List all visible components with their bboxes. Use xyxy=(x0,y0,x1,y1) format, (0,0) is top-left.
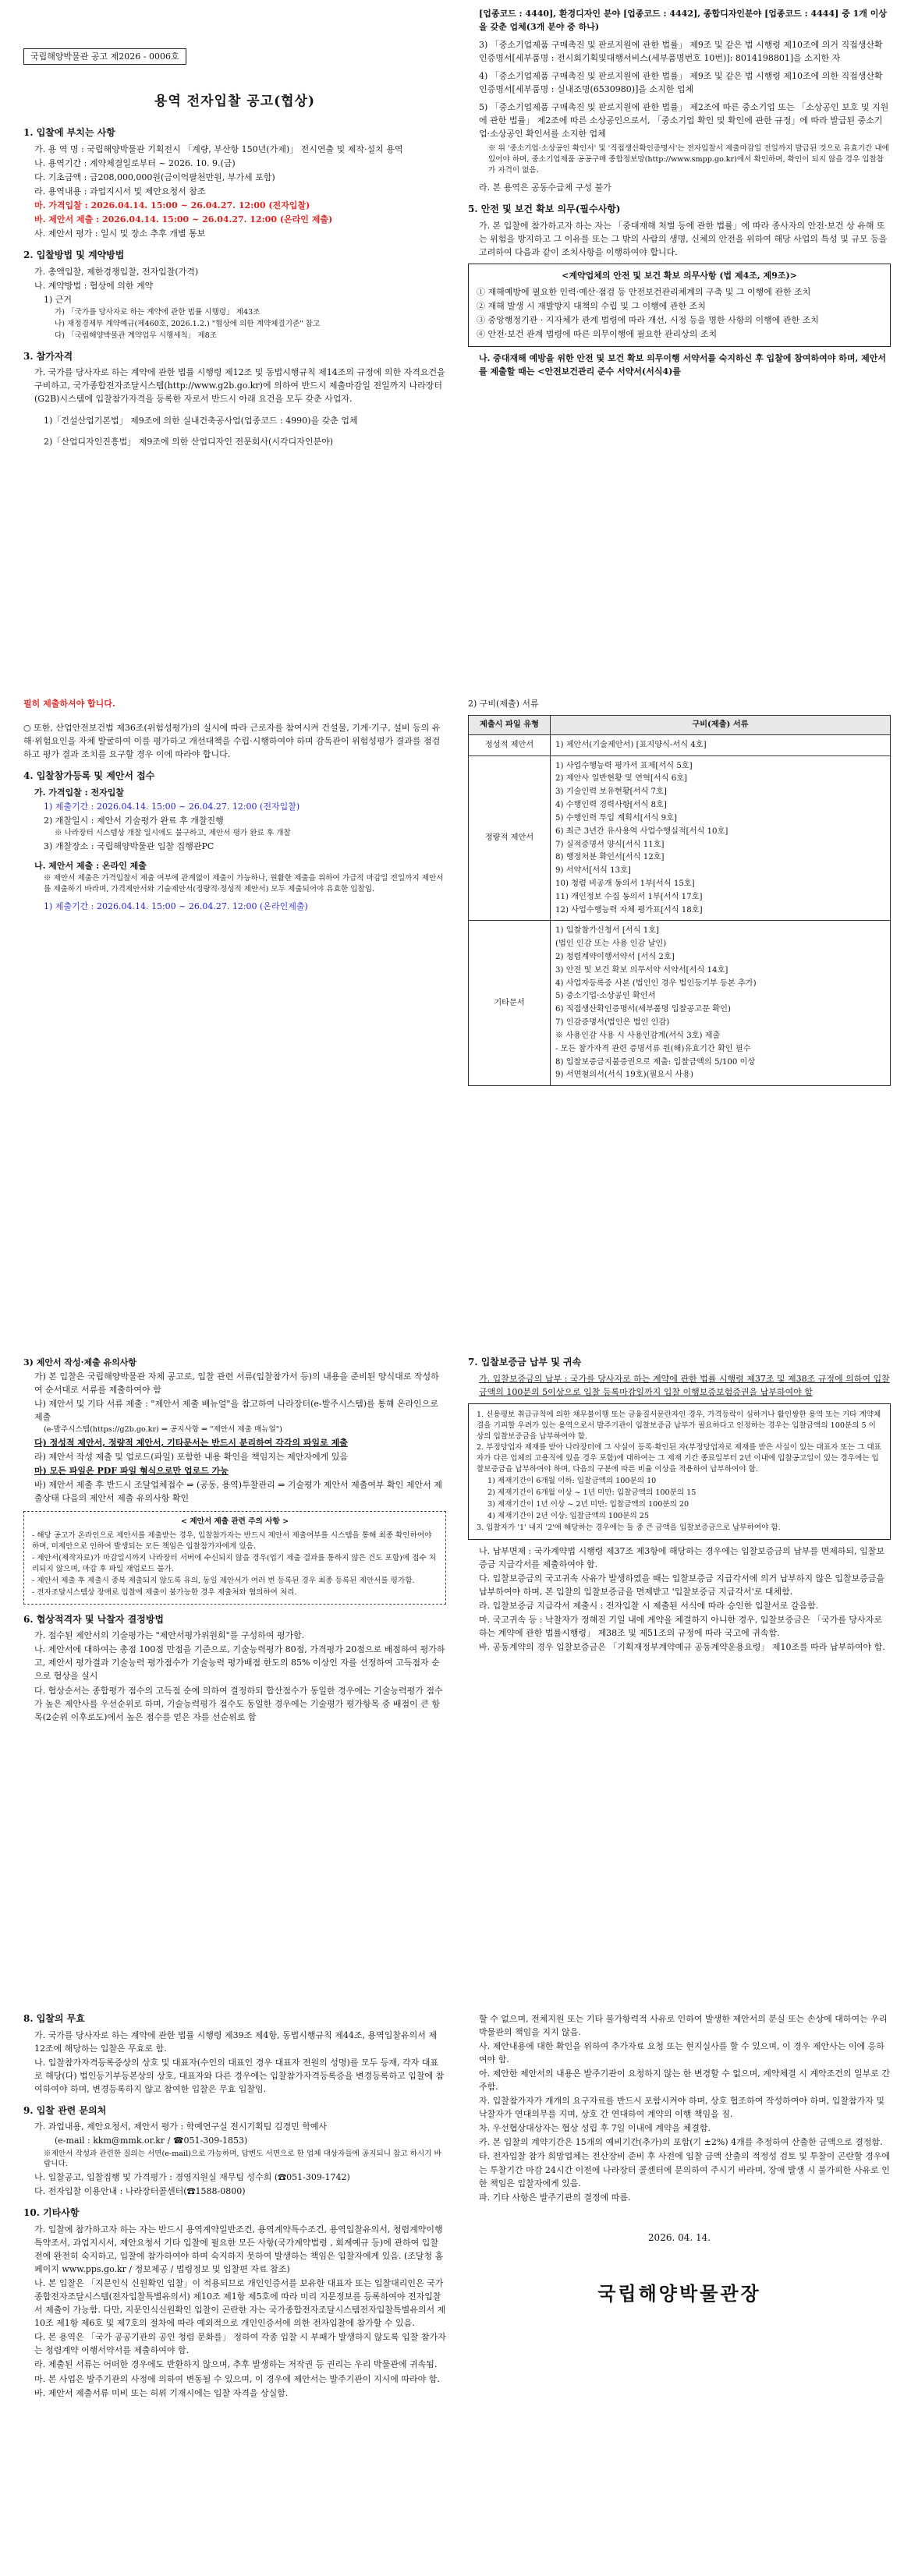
documents-heading: 2) 구비(제출) 서류 xyxy=(468,699,539,709)
safety-obligations-box xyxy=(468,264,891,347)
doc-item: 3) 기술인력 보유현황[서식 7호] xyxy=(555,787,667,797)
doc-item: 8) 입찰보증금지불증권으로 제출: 입찰금액의 5/100 이상 xyxy=(555,1057,756,1067)
section-8-title: 8. 입찰의 무효 xyxy=(23,2013,85,2024)
doc-item: 1) 입찰참가신청서 [서식 1호] xyxy=(555,926,660,936)
s1-item: 가. 용 역 명 : 국립해양박물관 기획전시 「계량, 부산항 150년(가제)」 전시연출 및 제작·설치 용역 xyxy=(34,143,403,154)
s1-item: 나. 용역기간 : 계약체결일로부터 ~ 2026. 10. 9.(금) xyxy=(34,158,236,169)
s10-item: 차. 우선협상대상자는 협상 성립 후 7일 이내에 계약을 체결함. xyxy=(479,2123,711,2134)
s2-item: 1) 근거 xyxy=(44,295,73,305)
box-item: ④ 안전·보건 관계 법령에 따른 의무이행에 필요한 관리상의 조치 xyxy=(477,329,718,340)
qual-item: 5) 「중소기업제품 구매촉진 및 판로지원에 관한 법률」 제2조에 따른 중소기업 또는 「소상공인 보호 및 지원에 관한 법률」 제2조에 따른 소상공인으로서, 「중소기업 확인 및 확인에 관한 규정」에 따라 발급된 중소기업·소상공인 확인서를 소지한 업체 xyxy=(479,102,889,140)
table-header: 구비(제출) 서류 xyxy=(551,716,891,735)
s2-item: 다) 「국립해양박물관 계약업무 시행세칙」 제8조 xyxy=(55,331,218,340)
section-1-title: 1. 입찰에 부치는 사항 xyxy=(23,127,115,139)
box-item: 2) 제재기간이 6개월 이상 ~ 1년 미만: 입찰금액의 100분의 15 xyxy=(487,1488,697,1498)
doc-item: 4) 수행인력 경력사항[서식 8호] xyxy=(555,801,667,810)
doc-item: ※ 사용인감 사용 시 사용인감계(서식 3호) 제출 xyxy=(555,1031,721,1040)
submission-notes-heading: 3) 제안서 작성·제출 유의사항 xyxy=(23,1357,137,1368)
s4-subtitle: 나. 제안서 제출 : 온라인 제출 xyxy=(34,860,147,871)
box-item: - 제안서 제출 후 제출시 중복 제출되지 않도록 유의, 동일 제안서가 여러 번 등록된 경우 최종 등록된 제안서를 평가함. xyxy=(32,1576,415,1585)
s3-item: 2)「산업디자인진흥법」 제9조에 의한 산업디자인 전문회사(시각디자인분야) xyxy=(44,436,334,447)
submission-note: 라) 제안서 작성 제출 및 업로드(파일) 포함한 내용 확인을 책임지는 제안자에게 있음 xyxy=(34,1452,348,1463)
table-cell-items xyxy=(551,755,891,921)
submission-note: 가) 본 입찰은 국립해양박물관 자체 공고로, 입찰 관련 서류(입찰참가서 등)의 내용을 준비된 양식대로 작성하여 순서대로 서류를 제출하여야 함 xyxy=(34,1371,439,1396)
s10-item: 카. 본 입찰의 계약기간은 15개의 예비기간(추가)의 포함(기 ±2%) 4개를 추정하여 산출한 금액으로 결정함. xyxy=(479,2137,883,2148)
s10-item: 가. 입찰에 참가하고자 하는 자는 반드시 용역계약일반조건, 용역계약특수조건, 용역입찰유의서, 청렴계약이행특약조서, 과업지시서, 제안요청서 기타 입찰에 필요한 모든 사항(국가계약법령 , 회계예규 등)에 관하여 입찰 전에 완전히 숙지하고, 입찰에 참가하여야 하며 숙지하지 못하여 발생하는 책임은 입찰자에게 있음. (조달청 홈페이지 www.pps.go.kr / 정보제공 / 법령정보 및 입찰편 자료 참조) xyxy=(34,2224,444,2275)
box-title: <계약업체의 안전 및 보건 확보 의무사항 (법 제4조, 제9조)> xyxy=(562,270,797,281)
s10-item: 타. 전자입찰 참가 희망업체는 전산장비 준비 후 사전에 입찰 금액 산출의 적정성 검토 및 투찰이 곤란할 경우에는 투찰기간 마감 24시간 이전에 나라장터 콜센터에 문의하여 주시기 바라며, 장애 발생 시 불가피한 사유로 인한 책임은 입찰자에게 있음. xyxy=(479,2151,890,2189)
table-row xyxy=(469,921,891,1086)
s4-subtitle: 가. 가격입찰 : 전자입찰 xyxy=(34,787,125,798)
table-cell-items xyxy=(551,734,891,755)
box-item: 2. 부정당업자 제재를 받아 나라장터에 그 사실이 등록·확인된 자(부정당업자로 제재를 받은 사실이 있는 대표자 또는 그 대표자가 다른 업체의 고용직에 있을 경우 포함)에 대하여는 그 제재 기간 종료일부터 2년 이내에 입찰공고일이 있는 경우에는 입찰보증금을 납부하여야 하며, 다음의 구분에 따른 비율 이상을 적용하여 납부하여야 함. xyxy=(477,1443,881,1474)
s10-item: 할 수 없으며, 전체지원 또는 기타 불가항력적 사유로 인하여 발생한 제안서의 분실 또는 손상에 대하여는 우리 박물관의 책임을 지지 않음. xyxy=(479,2014,888,2038)
table-cell-category: 정량적 제안서 xyxy=(469,755,551,921)
section-3-title: 3. 참가자격 xyxy=(23,350,73,362)
s9-item: ※제안서 작성과 관련한 질의는 서면(e-mail)으로 가능하며, 답변도 서면으로 한 업체 대상자들에 공지되니 참고 하시기 바랍니다. xyxy=(44,2149,441,2169)
s5-paragraph: 나. 중대재해 예방을 위한 안전 및 보건 확보 의무이행 서약서를 숙지하신 후 입찰에 참여하여야 하며, 제안서를 제출할 때는 <안전보건관리 준수 서약서(서식4)를 xyxy=(479,353,887,377)
box-title: < 제안서 제출 관련 주의 사항 > xyxy=(180,1517,289,1527)
doc-item: 1) 제안서(기술제안서) [표지양식-서식 4호] xyxy=(555,740,707,749)
s2-item: 나. 계약방법 : 협상에 의한 계약 xyxy=(34,280,154,291)
s7-item: 나. 납부면제 : 국가계약법 시행령 제37조 제3항에 해당하는 경우에는 입찰보증금의 납부를 면제하되, 입찰보증금 지급각서를 제출하여야 함. xyxy=(479,1545,884,1569)
s2-item: 가. 총액입찰, 제한경쟁입찰, 전자입찰(가격) xyxy=(34,266,199,277)
s4-note: ※ 제안서 제출은 가격입찰서 제출 여부에 관계없이 제출이 가능하나, 원활한 제출을 위하여 가급적 마감일 전일까지 제안서를 제출하기 바라며, 가격제안서와 기술제안서(정량적·정성적 제안서) 모두 제출되어야 유효한 입찰임. xyxy=(44,873,444,893)
page2-right xyxy=(468,696,891,1304)
s6-item: 나. 제안서에 대하여는 총점 100점 만점을 기준으로, 기술능력평가 80점, 가격평가 20점으로 배점하여 평가하고, 제안서 평가결과 기술능력 평가점수가 기술능력 평가배점 한도의 85% 이상인 자를 선정하여 고득점자 순으로 협상을 실시 xyxy=(34,1644,445,1682)
s2-item: 가) 「국가를 당사자로 하는 계약에 관한 법률 시행령」 제43조 xyxy=(55,308,261,317)
box-item: 3) 제재기간이 1년 이상 ~ 2년 미만: 입찰금액의 100분의 20 xyxy=(487,1499,689,1509)
s3-item: 1)「건설산업기본법」 제9조에 의한 실내건축공사업(업종코드 : 4990)을 갖춘 업체 xyxy=(44,415,358,426)
price-bid-period: 마. 가격입찰 : 2026.04.14. 15:00 ~ 26.04.27. 12:00 (전자입찰) xyxy=(34,200,310,211)
page3-left xyxy=(23,1355,446,1948)
s5-paragraph: 가. 본 입찰에 참가하고자 하는 자는 「중대재해 처벌 등에 관한 법률」에 따라 종사자의 안전·보건 상 유해 또는 위험을 방지하고 그 이유를 또는 그 밖의 사람의 생명, 신체의 안전을 위하여 해당 사업의 특성 및 규모 등을 고려하여 다음과 같이 조치사항을 이행하여야 합니다. xyxy=(479,220,888,257)
doc-item: 6) 최근 3년간 유사용역 사업수행실적[서식 10호] xyxy=(555,826,728,836)
page4-right xyxy=(468,2012,891,2569)
doc-item: 1) 사업수행능력 평가서 표제[서식 5호] xyxy=(555,761,693,770)
doc-item: 2) 제안사 일반현황 및 연혁[서식 6호] xyxy=(555,774,688,784)
box-item: ③ 중앙행정기관 · 지자체가 관계 법령에 따라 개선, 시정 등을 명한 사항의 이행에 관한 조치 xyxy=(477,315,819,326)
s9-item: 나. 입찰공고, 입찰집행 및 가격평가 : 경영지원실 재무팀 성수희 (☎051-309-1742) xyxy=(34,2172,350,2183)
s8-item: 가. 국가를 당사자로 하는 계약에 관한 법률 시행령 제39조 제4항, 동법시행규칙 제44조, 용역입찰유의서 제12조에 해당하는 입찰은 무효로 함. xyxy=(34,2029,437,2054)
document-number: 국립해양박물관 공고 제2026 - 0006호 xyxy=(23,48,186,65)
section-5-title: 5. 안전 및 보건 확보 의무(필수사항) xyxy=(468,203,621,215)
s5-continued: 필히 제출하셔야 합니다. xyxy=(23,699,115,709)
section-7-title: 7. 입찰보증금 납부 및 귀속 xyxy=(468,1357,582,1368)
s10-item: 라. 제출된 서류는 어떠한 경우에도 반환하지 않으며, 추후 발생하는 저작권 등 권리는 우리 박물관에 귀속됨. xyxy=(34,2359,438,2370)
deposit-rules-box xyxy=(468,1403,891,1540)
doc-item: - 모든 참가자격 관련 증명서류 원(해)유효기간 확인 필수 xyxy=(555,1044,751,1053)
s10-item: 나. 본 입찰은 「지문인식 신원확인 입찰」이 적용되므로 개인인증서를 보유한 대표자 또는 입찰대리인은 국가종합전자조달시스템(전자입찰특별유의서) 제10조 제1항 제5호에 따라 미리 지문정보를 등록하여야 전자입찰서 제출이 가능함. 다만, 지문인식신원확인 입찰이 곤란한 자는 국가종합전자조달시스템전자입찰특별유의서 제10조 제1항 제6호 및 제7호의 절차에 따라 예외적으로 개인인증서에 의한 전자입찰에 참가할 수 있음. xyxy=(34,2278,446,2329)
doc-item: 9) 서약서[서식 13호] xyxy=(555,866,631,876)
box-item: ② 재해 발생 시 재발방지 대책의 수립 및 그 이행에 관한 조치 xyxy=(477,301,706,312)
submission-note: 바) 제안서 제출 후 반드시 조달업체접수 ⇒ (공동, 용역)투찰관리 ⇒ 기술평가 제안서 제출여부 확인 제안서 제출상태 다음의 제안서 제출 유의사항 확인 xyxy=(34,1480,442,1504)
table-cell-category: 기타문서 xyxy=(469,921,551,1086)
s6-item: 다. 협상순서는 종합평가 점수의 고득점 순에 의하여 결정하되 합산점수가 동일한 경우에는 기술능력평가 점수가 높은 제안사를 우선순위로 하며, 기술능력평가 점수도 동일한 경우에는 기술평가 평가항목 중 배점이 큰 항목(2순위 이후로도)에서 높은 점수를 얻은 자를 선순위로 함 xyxy=(34,1685,443,1722)
s10-item: 마. 본 사업은 발주기관의 사정에 의하여 변동될 수 있으며, 이 경우에 제안서는 발주기관이 지시에 따라야 함. xyxy=(34,2373,440,2384)
doc-item: 7) 실적증명서 양식[서식 11호] xyxy=(555,840,665,849)
s9-item: 다. 전자입찰 이용안내 : 나라장터콜센터(☎1588-0800) xyxy=(34,2186,246,2197)
s7-item: 라. 입찰보증금 지급각서 제출시 : 전자입찰 시 제출된 서식에 따라 승인한 입찰서로 갈음함. xyxy=(479,1600,819,1611)
s7-item: 바. 공동계약의 경우 입찰보증금은 「기획재정부계약예규 공동계약운용요령」 제10조를 따라 납부하여야 함. xyxy=(479,1641,885,1652)
s6-item: 가. 접수된 제안서의 기술평가는 "제안서평가위원회"를 구성하여 평가함. xyxy=(34,1630,305,1641)
required-documents-table xyxy=(468,715,891,1086)
box-item: 1) 제재기간이 6개월 이하: 입찰금액의 100분의 10 xyxy=(487,1477,657,1486)
s10-item: 사. 제안내용에 대한 확인을 위하여 추가자료 요청 또는 현지실사를 할 수 있으며, 이 경우 제안사는 이에 응하여야 함. xyxy=(479,2041,884,2065)
doc-item: 5) 수행인력 투입 계획서[서식 9호] xyxy=(555,813,677,823)
section-10-title: 10. 기타사항 xyxy=(23,2207,80,2219)
qual-item: 4) 「중소기업제품 구매촉진 및 판로지원에 관한 법률」 제9조 및 같은 법 시행령 제10조에 의한 직접생산확인증명서[세부품명 : 실내조명(6530980)]을 소지한 업체 xyxy=(479,71,883,95)
table-row xyxy=(469,734,891,755)
issuing-organization: 국립해양박물관장 xyxy=(597,2282,761,2305)
submission-note: 마) 모든 파일은 PDF 파일 형식으로만 업로드 가능 xyxy=(34,1466,229,1477)
proposal-submit-period: 바. 제안서 제출 : 2026.04.14. 15:00 ~ 26.04.27. 12:00 (온라인 제출) xyxy=(34,214,333,225)
risk-assessment-paragraph: ○ 또한, 산업안전보건법 제36조(위험성평가)의 실시에 따라 근로자를 참여시켜 건설물, 기계·기구, 설비 등의 유해·위험요인을 자체 발굴하여 이를 평가하고 개선대책을 수립·시행하여야 하며 감독관이 위험성평가 결과를 점검하고 평가 결과 조치를 요구할 경우 이에 따라야 합니다. xyxy=(23,723,441,760)
s10-item: 파. 기타 사항은 발주기관의 결정에 따름. xyxy=(479,2192,631,2203)
box-item: - 제안서(제작자료)가 마감일시까지 나라장터 서버에 수신되지 않을 경우(업기 제출 결과를 통하지 않은 건도 포함)에 접수 처리되지 않으며, 마감 후 파일 재업로드 불가. xyxy=(32,1554,437,1573)
s9-item: (e-mail : kkm@mmk.or.kr / ☎051-309-1853) xyxy=(55,2135,248,2146)
s10-item: 바. 제안서 제출서류 미비 또는 허위 기재시에는 입찰 자격을 상실함. xyxy=(34,2387,289,2398)
submission-caution-box xyxy=(23,1511,446,1604)
box-item: 4) 제재기간이 2년 이상: 입찰금액의 100분의 25 xyxy=(487,1511,650,1520)
s1-item: 라. 용역내용 : 과업지시서 및 제안요청서 참조 xyxy=(34,186,206,197)
doc-item: 5) 중소기업·소상공인 확인서 xyxy=(555,992,656,1001)
s10-item: 다. 본 용역은 「국가 공공기관의 공인 청렴 문화를」 정하여 각종 입찰 시 부패가 발생하지 않도록 입찰 참가자는 청렴계약 이행서약서를 제출하여야 함. xyxy=(34,2332,446,2356)
s4-item: ※ 나라장터 시스템상 개찰 일시에도 불구하고, 제안서 평가 완료 후 개찰 xyxy=(55,828,291,837)
page3-right xyxy=(468,1355,891,1948)
s10-item: 아. 제안한 제안서의 내용은 발주기관이 요청하지 않는 한 변경할 수 없으며, 계약체결 시 계약조건의 일부로 간주함. xyxy=(479,2068,890,2093)
table-cell-items xyxy=(551,921,891,1086)
s8-item: 나. 입찰참가자격등록증상의 상호 및 대표자(수인의 대표인 경우 대표자 전원의 성명)를 모두 등재, 각자 대표로 해당(다) 법인등기부등본상의 상호, 대표자와 다른 경우에는 입찰참가자격등록증을 변경등록하고 입찰에 참여하여야 하며, 변경등록하지 않고 참여한 입찰은 무효 입찰임. xyxy=(34,2057,445,2094)
submission-note: 나) 제안서 및 기타 서류 제출 : "제안서 제출 배뉴얼"을 참고하여 나라장터(e-발주시스템)를 통해 온라인으로 제출 xyxy=(34,1399,439,1423)
doc-item: 6) 직접생산확인증명서(세부품명 입찰공고문 확인) xyxy=(555,1005,731,1014)
box-item: 1. 신용평보 취급규칙에 의한 채무불이행 또는 금융질서문란자인 경우, 가격등락이 심하거나 활인쌍한 용역 또는 기타 계약체결을 기피할 우려가 있는 용역으로서 발주기관이 입찰보증금 납부가 필요하다고 인정하는 경우는 입찰금액의 100분의 5 이상의 입찰보증금을 납부하여야 함. xyxy=(477,1410,881,1441)
doc-item: 3) 안전 및 보건 확보 의무서약 서약서[서식 14호] xyxy=(555,965,728,975)
doc-item: 9) 서면첨의서(서식 19호)(필요시 사용) xyxy=(555,1070,693,1080)
s7-item: 마. 국고귀속 등 : 낙찰자가 정해진 기일 내에 계약을 체결하지 아니한 경우, 입찰보증금은 「국가를 당사자로 하는 계약에 관한 법률시행령」 제38조 및 제51조의 규정에 따라 국고에 귀속함. xyxy=(479,1614,882,1638)
s10-item: 자. 입찰참가자가 개개의 요구자료를 반드시 포함시켜야 하며, 상호 협조하여 작성하여야 하며, 입찰참가자 및 낙찰자가 연대의무를 지며, 상호 간 연대하여 계약의 이행 책임을 짐. xyxy=(479,2096,884,2120)
doc-item: 2) 청렴계약이행서약서 [서식 2호] xyxy=(555,953,675,962)
box-item: - 해당 공고가 온라인으로 제안서를 제출받는 경우, 입찰참가자는 반드시 제안서 제출여부를 시스템을 통해 최종 확인하여야 하며, 미제안으로 인하여 발생되는 모든 책임은 입찰참가자에게 있음. xyxy=(32,1531,432,1552)
s4-item: 1) 제출기간 : 2026.04.14. 15:00 ~ 26.04.27. 12:00 (전자입찰) xyxy=(44,801,300,812)
qual-note: ※ 위 '중소기업·소상공인 확인서' 및 '직접생산확인증명서'는 전자입찰서 제출마감일 전일까지 발급된 것으로 유효기간 내에 있어야 하며, 중소기업제품 공공구매 종합정보망(http://www.smpp.go.kr)에서 확인하며, 확인이 되지 않을 경우 입찰참가 자격이 없음. xyxy=(488,144,889,175)
s4-item: 2) 개찰일시 : 제안서 기술평가 완료 후 개찰진행 xyxy=(44,815,224,826)
section-2-title: 2. 입찰방법 및 계약방법 xyxy=(23,249,125,261)
section-6-title: 6. 협상적격자 및 낙찰자 결정방법 xyxy=(23,1613,164,1625)
table-header: 제출시 파일 유형 xyxy=(469,716,551,735)
qual-item: [업종코드 : 4440], 환경디자인 분야 [업종코드 : 4442], 종합디자인분야 [업종코드 : 4444] 중 1개 이상을 갖춘 업체(3개 분야 중 하나) xyxy=(479,9,887,33)
table-row xyxy=(469,755,891,921)
page1-left xyxy=(23,48,446,641)
s7-paragraph: 가. 입찰보증금의 납부 : 국가를 당사자로 하는 계약에 관한 법률 시행령 제37조 및 제38조 규정에 의하여 입찰 금액의 100분의 5이상으로 입찰 등록마감일까지 입찰 이행보증보험증권을 납부하여야 함 xyxy=(479,1373,890,1397)
section-9-title: 9. 입찰 관련 문의처 xyxy=(23,2104,107,2116)
table-cell-category: 정성적 제안서 xyxy=(469,734,551,755)
announcement-date: 2026. 04. 14. xyxy=(647,2231,711,2243)
qual-item: 3) 「중소기업제품 구매촉진 및 판로지원에 관한 법률」 제9조 및 같은 법 시행령 제10조에 의거 직접생산확인증명서[세부품명 : 전시회기획및대행서비스(세부품명번호 10번)]: 8014198801]을 소지한 자 xyxy=(479,40,883,64)
s1-item: 사. 제안서 평가 : 일시 및 장소 추후 개별 통보 xyxy=(34,228,206,239)
doc-item: 7) 인감증명서(법인은 법인 인감) xyxy=(555,1018,670,1028)
section-4-title: 4. 입찰참가등록 및 제안서 접수 xyxy=(23,770,155,782)
submission-note: 다) 정성적 제안서, 정량적 제안서, 기타문서는 반드시 분리하여 각각의 파일로 제출 xyxy=(34,1438,348,1449)
consortium-note: 라. 본 용역은 공동수급체 구성 불가 xyxy=(479,182,611,193)
box-item: ① 재해예방에 필요한 인력·예산·점검 등 안전보건관리체계의 구축 및 그 이행에 관한 조치 xyxy=(477,286,811,297)
doc-item: (법인 인감 또는 사용 인감 날인) xyxy=(555,939,667,949)
box-item: - 전자조달시스템상 장애로 입찰에 제출이 불가능한 경우 제출처와 협의하여 처리. xyxy=(32,1587,297,1597)
doc-item: 8) 행정처분 확인서[서식 12호] xyxy=(555,853,665,862)
s3-paragraph: 가. 국가를 당사자로 하는 계약에 관한 법률 시행령 제12조 및 동법시행규칙 제14조의 규정에 의한 자격요건을 구비하고, 국가종합전자조달시스템(http://www.g2b.go.kr)에 의하여 반드시 제출마감일 전일까지 나라장터(G2B)시스템에 입찰참가자격을 등록한 자로서 반드시 아래 요건을 모두 갖춘 사업자. xyxy=(34,367,445,405)
page1-right xyxy=(468,6,891,638)
s4-item: 3) 개찰장소 : 국립해양박물관 입찰 집행관PC xyxy=(44,840,214,851)
submission-note: (e-발주시스템(https://g2b.go.kr) ⇒ 공지사항 ⇒ "제안서 제출 매뉴얼") xyxy=(44,1425,282,1435)
s2-item: 나) 재정경제부 계약예규(제460호, 2026.1.2.) "협상에 의한 계약체결기준" 참고 xyxy=(55,319,321,328)
page2-left xyxy=(23,696,446,1304)
doc-item: 10) 청렴 비공개 동의서 1부[서식 15호] xyxy=(555,879,695,888)
s1-item: 다. 기초금액 : 금208,000,000원(금이억팔천만원, 부가세 포함) xyxy=(34,172,275,183)
page4-left xyxy=(23,2012,446,2569)
doc-item: 11) 개인정보 수집 동의서 1부[서식 17호] xyxy=(555,892,703,901)
doc-item: 12) 사업수행능력 자체 평가표[서식 18호] xyxy=(555,905,703,915)
box-item: 3. 입찰자가 '1' 내지 '2'에 해당하는 경우에는 둘 중 큰 금액을 입찰보증금으로 납부하여야 함. xyxy=(477,1523,781,1532)
s9-item: 가. 과업내용, 제안요청서, 제안서 평가 : 학예연구실 전시기획팀 김경민 학예사 xyxy=(34,2121,328,2132)
s7-item: 다. 입찰보증금의 국고귀속 사유가 발생하였을 때는 입찰보증금 지급각서에 의거 납부하지 않은 입찰보증금을 납부하여야 하며, 본 입찰의 입찰보증금을 면제받고 '입찰보증금 지급각서'로 대체함. xyxy=(479,1573,885,1597)
document-title: 용역 전자입찰 공고(협상) xyxy=(154,94,316,110)
doc-item: 4) 사업자등록증 사본 (법인인 경우 법인등기부 등본 추가) xyxy=(555,978,757,988)
s4-item: 1) 제출기간 : 2026.04.14. 15:00 ~ 26.04.27. 12:00 (온라인제출) xyxy=(44,901,308,911)
